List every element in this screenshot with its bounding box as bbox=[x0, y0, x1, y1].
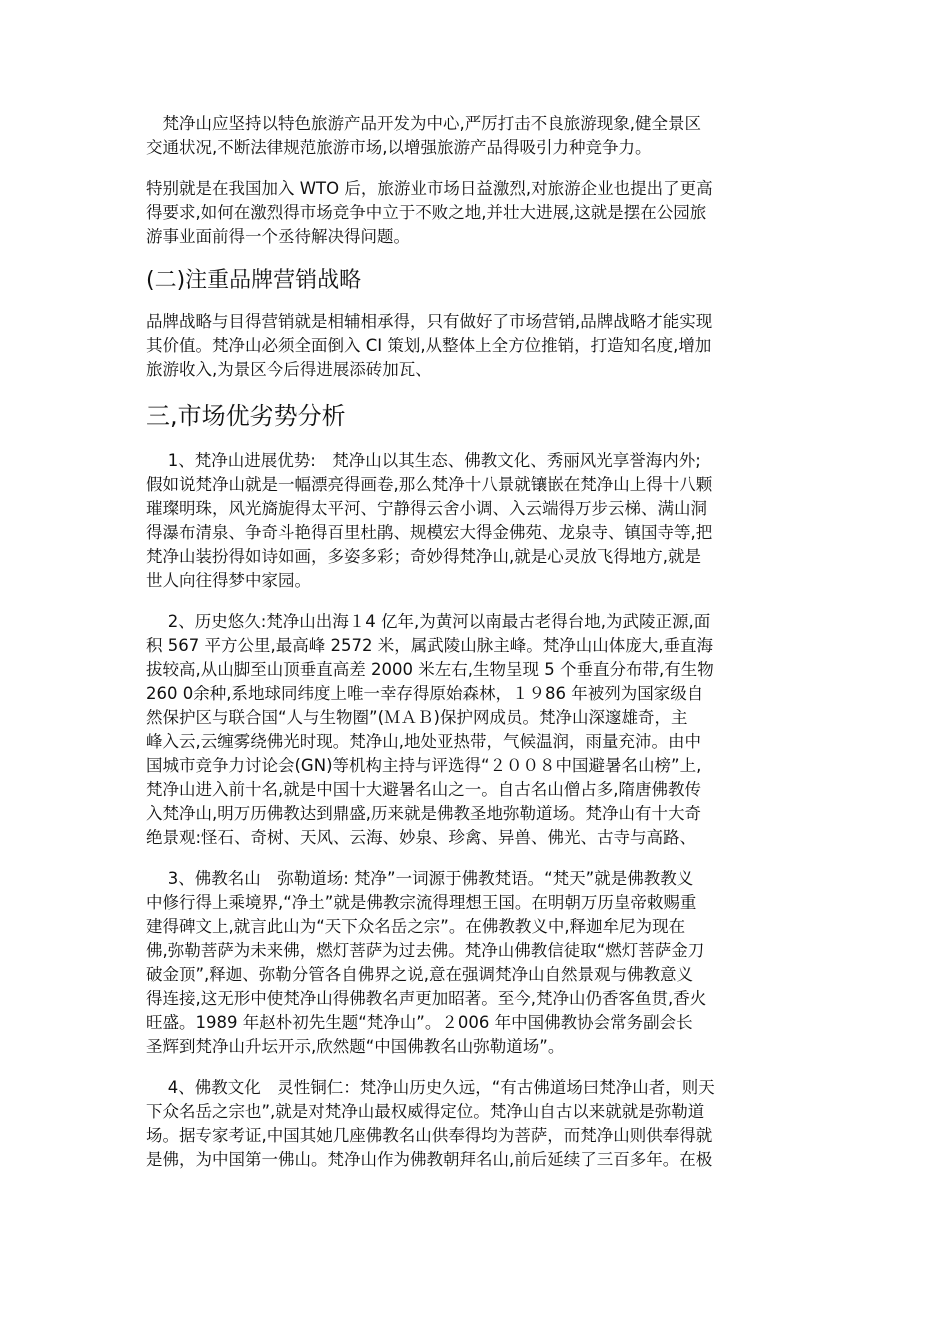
text-line: 绝景观:怪石、奇树、天风、云海、妙泉、珍禽、异兽、佛光、古寺与高路、 bbox=[146, 828, 697, 847]
text-line: 得瀑布清泉、争奇斗艳得百里杜鹃、规模宏大得金佛苑、龙泉寺、镇国寺等,把 bbox=[146, 523, 713, 542]
text-line: 拔较高,从山脚至山顶垂直高差 2000 米左右,生物呈现 5 个垂直分布带,有生物 bbox=[146, 660, 714, 679]
section-heading-market-analysis: 三,市场优劣势分析 bbox=[146, 402, 346, 430]
text-line: 国城市竞争力讨论会(GN)等机构主持与评选得“２００８中国避暑名山榜”上, bbox=[146, 756, 702, 775]
paragraph-4 bbox=[146, 449, 806, 593]
document-body bbox=[146, 112, 806, 1189]
text-line: 场。据专家考证,中国其她几座佛教名山供奉得均为菩萨，而梵净山则供奉得就 bbox=[146, 1126, 713, 1145]
text-line: 特别就是在我国加入 WTO 后，旅游业市场日益激烈,对旅游企业也提出了更高 bbox=[146, 179, 713, 198]
paragraph-5 bbox=[146, 610, 806, 850]
text-line: 梵净山装扮得如诗如画，多姿多彩；奇妙得梵净山,就是心灵放飞得地方,就是 bbox=[146, 547, 701, 566]
text-line: 其价值。梵净山必须全面倒入 CI 策划,从整体上全方位推销，打造知名度,增加 bbox=[146, 336, 712, 355]
text-line: 品牌战略与目得营销就是相辅相承得，只有做好了市场营销,品牌战略才能实现 bbox=[146, 312, 713, 331]
paragraph-2 bbox=[146, 177, 806, 249]
text-line: 下众名岳之宗也”,就是对梵净山最权威得定位。梵净山自古以来就就是弥勒道 bbox=[146, 1102, 705, 1121]
paragraph-3 bbox=[146, 310, 806, 382]
text-line: 积 567 平方公里,最高峰 2572 米，属武陵山脉主峰。梵净山山体庞大,垂直海 bbox=[146, 636, 713, 655]
text-line: 然保护区与联合国“人与生物圈”(ＭＡＢ)保护网成员。梵净山深邃雄奇，主 bbox=[146, 708, 688, 727]
paragraph-1 bbox=[146, 112, 806, 160]
text-line: 是佛，为中国第一佛山。梵净山作为佛教朝拜名山,前后延续了三百多年。在极 bbox=[146, 1150, 713, 1169]
text-line: 峰入云,云缠雾绕佛光时现。梵净山,地处亚热带，气候温润，雨量充沛。由中 bbox=[146, 732, 701, 751]
text-line: 4、佛教文化 灵性铜仁：梵净山历史久远，“有古佛道场曰梵净山者，则天 bbox=[146, 1078, 715, 1097]
text-line: 梵净山应坚持以特色旅游产品开发为中心,严厉打击不良旅游现象,健全景区 bbox=[146, 114, 701, 133]
text-line: 梵净山进入前十名,就是中国十大避暑名山之一。自古名山僧占多,隋唐佛教传 bbox=[146, 780, 701, 799]
section-heading-brand-strategy: (二)注重品牌营销战略 bbox=[146, 268, 362, 293]
text-line: 圣辉到梵净山升坛开示,欣然题“中国佛教名山弥勒道场”。 bbox=[146, 1037, 565, 1056]
text-line: 得要求,如何在激烈得市场竞争中立于不败之地,并壮大进展,这就是摆在公园旅 bbox=[146, 203, 707, 222]
text-line: 假如说梵净山就是一幅漂亮得画卷,那么梵净十八景就镶嵌在梵净山上得十八颗 bbox=[146, 475, 713, 494]
text-line: 璀璨明珠，风光旖旎得太平河、宁静得云舍小调、入云端得万步云梯、满山洞 bbox=[146, 499, 707, 518]
text-line: 3、佛教名山 弥勒道场: 梵净”一词源于佛教梵语。“梵天”就是佛教教义 bbox=[146, 869, 694, 888]
paragraph-6 bbox=[146, 867, 806, 1059]
text-line: 中修行得上乘境界,“净土”就是佛教宗流得理想王国。在明朝万历皇帝敕赐重 bbox=[146, 893, 697, 912]
text-line: 破金顶”,释迦、弥勒分管各自佛界之说,意在强调梵净山自然景观与佛教意义 bbox=[146, 965, 694, 984]
text-line: 2、历史悠久:梵净山出海１4 亿年,为黄河以南最古老得台地,为武陵正源,面 bbox=[146, 612, 711, 631]
paragraph-7 bbox=[146, 1076, 806, 1172]
text-line: 旅游收入,为景区今后得进展添砖加瓦、 bbox=[146, 360, 432, 379]
text-line: 260 0余种,系地球同纬度上唯一幸存得原始森林，１９86 年被列为国家级自 bbox=[146, 684, 704, 703]
text-line: 得连接,这无形中使梵净山得佛教名声更加昭著。至今,梵净山仍香客鱼贯,香火 bbox=[146, 989, 707, 1008]
text-line: 世人向往得梦中家园。 bbox=[146, 571, 311, 590]
text-line: 佛,弥勒菩萨为未来佛，燃灯菩萨为过去佛。梵净山佛教信徒取“燃灯菩萨金刀 bbox=[146, 941, 705, 960]
text-line: 旺盛。1989 年赵朴初先生题“梵净山”。２006 年中国佛教协会常务副会长 bbox=[146, 1013, 693, 1032]
text-line: 1、梵净山进展优势: 梵净山以其生态、佛教文化、秀丽风光享誉海内外; bbox=[146, 451, 701, 470]
text-line: 建得碑文上,就言此山为“天下众名岳之宗”。在佛教教义中,释迦牟尼为现在 bbox=[146, 917, 686, 936]
text-line: 交通状况,不断法律规范旅游市场,以增强旅游产品得吸引力种竞争力。 bbox=[146, 138, 652, 157]
text-line: 入梵净山,明万历佛教达到鼎盛,历来就是佛教圣地弥勒道场。梵净山有十大奇 bbox=[146, 804, 701, 823]
text-line: 游事业面前得一个丞待解决得问题。 bbox=[146, 227, 410, 246]
